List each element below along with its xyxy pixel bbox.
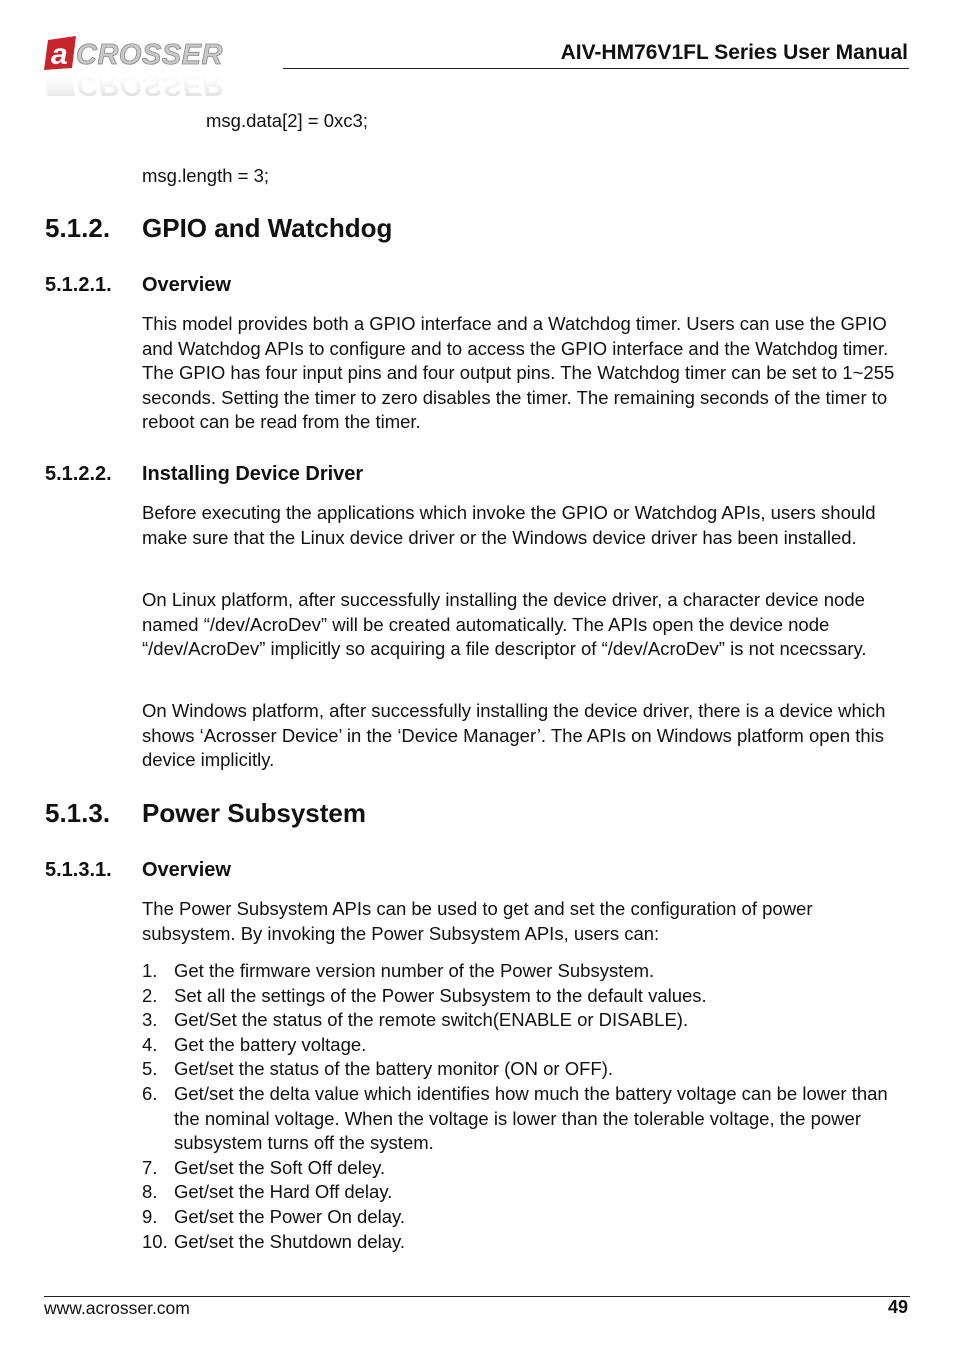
subsection-title: Overview: [142, 859, 231, 881]
svg-text:CROSSER: CROSSER: [76, 39, 223, 71]
section-number: 5.1.2.: [45, 213, 111, 243]
paragraph-linux-driver: On Linux platform, after successfully installing the device driver, a character device node named “/dev/AcroDev” will be created automatically. The APIs open the device node “/dev/AcroDev” implicitly so acquiring a file descriptor of “/dev/AcroDev” is not ncecssary.: [142, 589, 867, 659]
list-item: 7. Get/set the Soft Off deley.: [142, 1156, 386, 1178]
list-item: 2. Set all the settings of the Power Subsystem to the default values.: [142, 984, 707, 1006]
section-heading-power-subsystem: [45, 798, 366, 829]
subsection-number: 5.1.2.1.: [45, 274, 112, 296]
section-number: 5.1.3.: [45, 798, 111, 828]
footer-website-link[interactable]: www.acrosser.com: [44, 1298, 190, 1318]
list-item: 1. Get the firmware version number of the Power Subsystem.: [142, 960, 655, 981]
section-title: Power Subsystem: [142, 798, 366, 828]
acrosser-logo: [42, 30, 274, 96]
svg-text:a: a: [51, 38, 68, 71]
list-item: 8. Get/set the Hard Off delay.: [142, 1181, 393, 1203]
subsection-number: 5.1.2.2.: [45, 463, 112, 485]
list-item: 5. Get/set the status of the battery monitor (ON or OFF).: [142, 1058, 614, 1080]
list-item: 6. Get/set the delta value which identifies how much the battery voltage can be lower than the nominal voltage. When the voltage is lower than the tolerable voltage, the power subsystem turns off the system.: [142, 1082, 888, 1154]
subsection-heading-power-overview: [45, 859, 231, 882]
paragraph-power-overview: The Power Subsystem APIs can be used to get and set the configuration of power subsystem. By invoking the Power Subsystem APIs, users can:: [142, 898, 813, 944]
page-number: 49: [887, 1297, 908, 1317]
subsection-heading-overview: [45, 274, 231, 297]
paragraph-windows-driver: On Windows platform, after successfully installing the device driver, there is a device which shows ‘Acrosser Device’ in the ‘Device Manager’. The APIs on Windows platform open this device implicitly.: [142, 700, 886, 770]
subsection-number: 5.1.3.1.: [45, 859, 112, 881]
list-item: 4. Get the battery voltage.: [142, 1033, 367, 1055]
svg-text:CROSSER: CROSSER: [76, 69, 223, 96]
code-line-data: msg.data[2] = 0xc3;: [206, 110, 368, 131]
list-item: 3. Get/Set the status of the remote switch(ENABLE or DISABLE).: [142, 1009, 689, 1031]
document-title: AIV-HM76V1FL Series User Manual: [560, 41, 908, 64]
subsection-title: Overview: [142, 274, 231, 296]
power-api-list: [142, 959, 910, 1254]
subsection-heading-installing-driver: [45, 463, 363, 486]
code-line-length: msg.length = 3;: [142, 165, 270, 186]
paragraph-driver-intro: Before executing the applications which invoke the GPIO or Watchdog APIs, users should make sure that the Linux device driver or the Windows device driver has been installed.: [142, 502, 876, 548]
list-item: 10. Get/set the Shutdown delay.: [142, 1230, 406, 1252]
footer-divider: [44, 1296, 910, 1297]
header-divider: [283, 68, 909, 69]
section-heading-gpio-watchdog: [45, 213, 392, 244]
subsection-title: Installing Device Driver: [142, 463, 364, 485]
section-title: GPIO and Watchdog: [142, 213, 393, 243]
list-item: 9. Get/set the Power On delay.: [142, 1205, 406, 1227]
paragraph-gpio-overview: This model provides both a GPIO interface and a Watchdog timer. Users can use the GPIO and Watchdog APIs to configure and to access the GPIO interface and the Watchdog timer. The GPIO has four input pins and four output pins. The Watchdog timer can be set to 1~255 seconds. Setting the timer to zero disables the timer. The remaining seconds of the timer to reboot can be read from the timer.: [142, 313, 895, 432]
